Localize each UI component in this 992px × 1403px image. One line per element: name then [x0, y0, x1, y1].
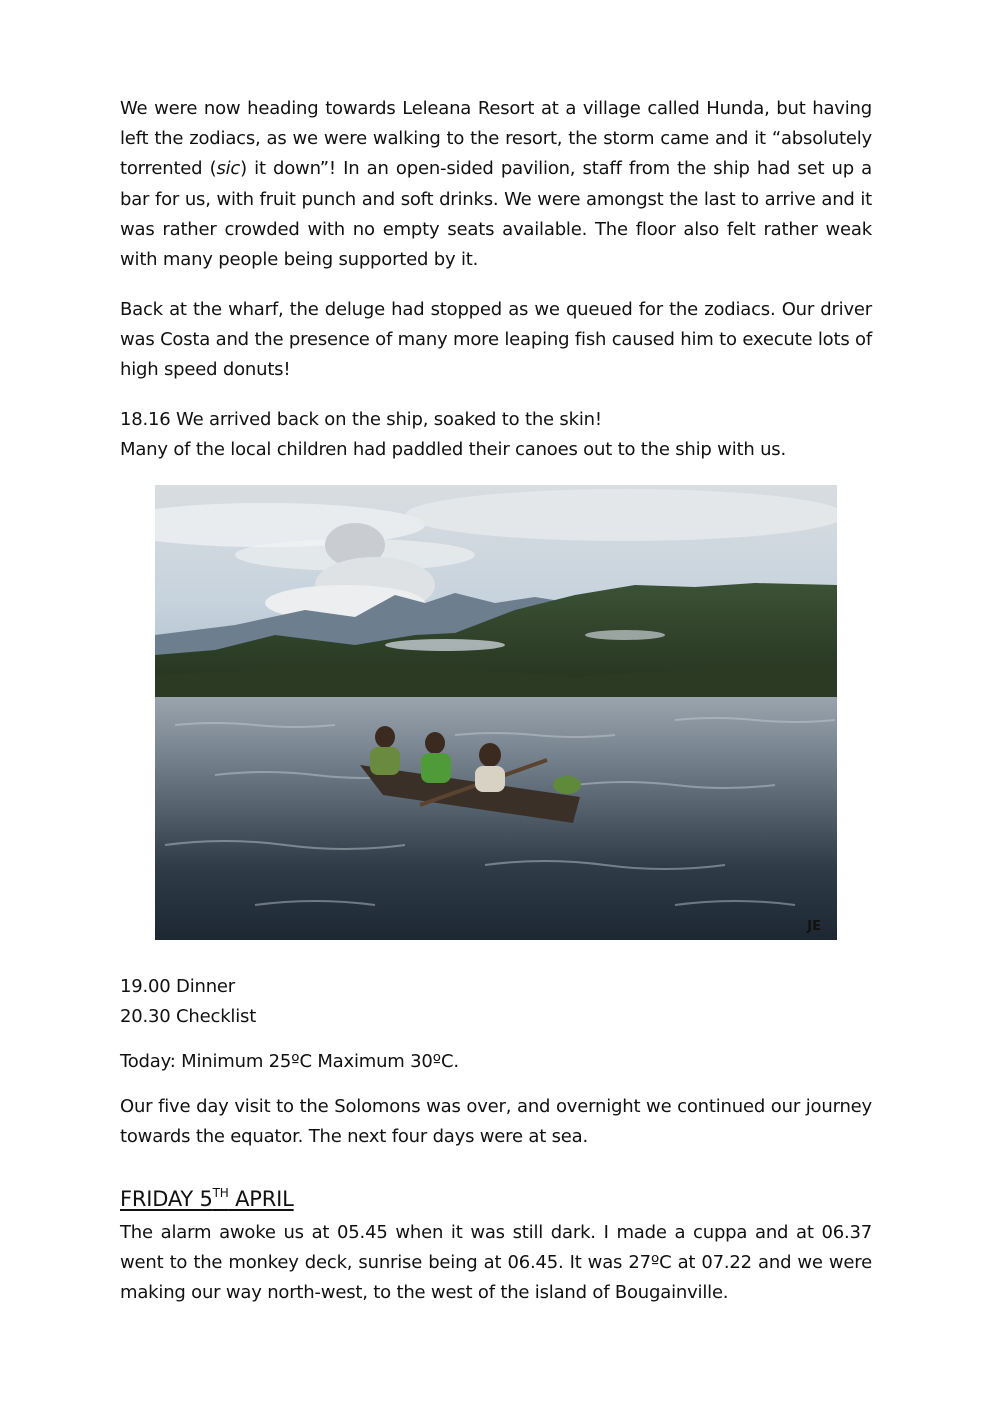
section-heading [120, 1184, 294, 1214]
line-canoes: Many of the local children had paddled their canoes out to the ship with us. [120, 439, 786, 460]
paragraph-resort [120, 94, 872, 275]
line-checklist: 20.30 Checklist [120, 1006, 257, 1027]
line-dinner: 19.00 Dinner [120, 976, 236, 997]
paragraph-resort-italic: sic [216, 158, 241, 180]
photo-credit: JE [807, 919, 821, 934]
paragraph-resort-text-rest: ) it down”! In an open-sided pavilion, staff from the ship had set up a bar for us, with fruit punch and soft drinks. We were amongst the last to arrive and it was rather crowded with no empty seats available. The floor also felt rather weak with many people being supported by it. [120, 158, 872, 271]
paragraph-solomons: Our five day visit to the Solomons was over, and overnight we continued our journey towards the equator. The next four days were at sea. [120, 1096, 872, 1148]
canoe-photo [155, 485, 837, 940]
section-heading-sup: TH [212, 1186, 229, 1200]
section-heading-main: FRIDAY 5 [120, 1187, 213, 1211]
section-heading-rest: APRIL [228, 1187, 294, 1211]
paragraph-wharf: Back at the wharf, the deluge had stopped as we queued for the zodiacs. Our driver was Costa and the presence of many more leaping fish caused him to execute lots of high speed donuts! [120, 299, 872, 381]
canoe-photo-image [155, 485, 837, 940]
line-temperature: Today: Minimum 25ºC Maximum 30ºC. [120, 1051, 459, 1072]
paragraph-friday: The alarm awoke us at 05.45 when it was still dark. I made a cuppa and at 06.37 went to the monkey deck, sunrise being at 06.45. It was 27ºC at 07.22 and we were making our way north-west, to the west of the island of Bougainville. [120, 1222, 872, 1304]
line-arrival: 18.16 We arrived back on the ship, soaked to the skin! [120, 409, 602, 430]
paragraph-resort-text: We were now heading towards Leleana Resort at a village called Hunda, but having left the zodiacs, as we were walking to the resort, the storm came and it “absolutely torrented ( [120, 98, 872, 180]
